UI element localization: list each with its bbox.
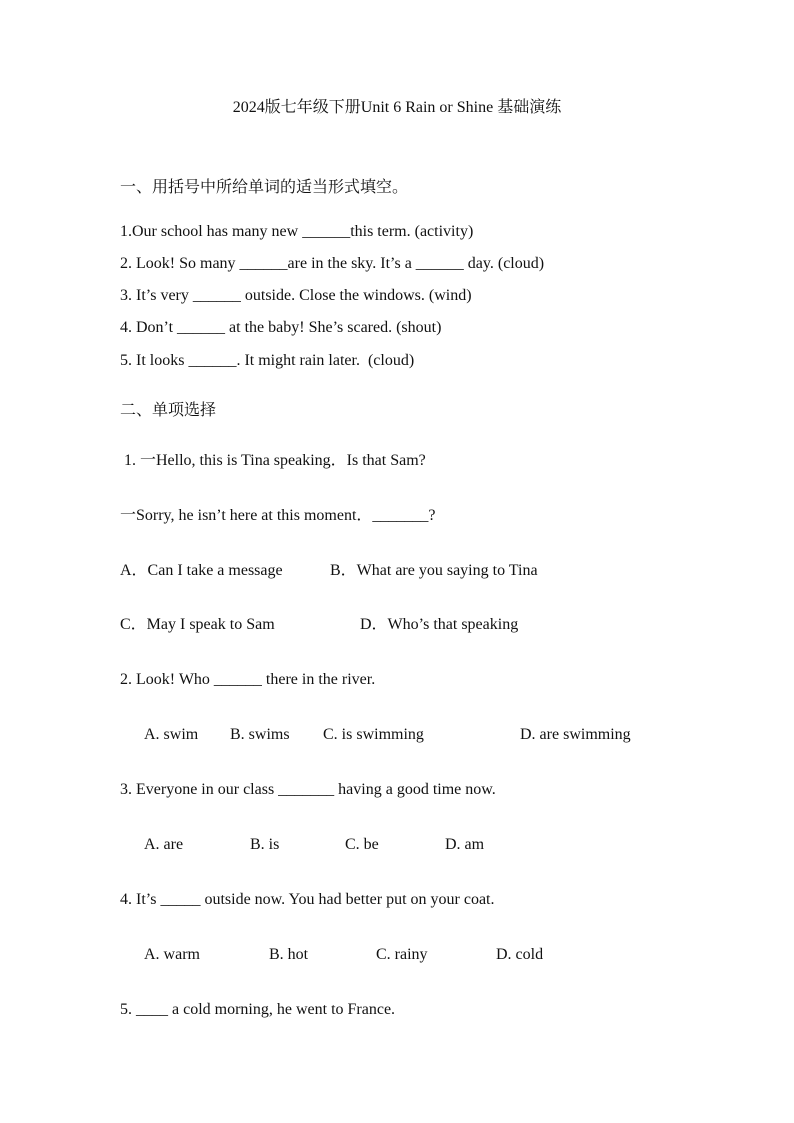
question-4-option-a: A. warm — [144, 946, 200, 963]
question-3-option-a: A. are — [144, 836, 184, 853]
question-2-option-d: D. are swimming — [520, 726, 631, 743]
question-3-stem: 3. Everyone in our class _______ having a good time now. — [120, 781, 496, 798]
question-4-option-b: B. hot — [269, 946, 309, 963]
question-3-option-b: B. is — [250, 836, 280, 853]
fill-in-item-5: 5. It looks ______. It might rain later. (cloud) — [120, 352, 415, 369]
question-2-option-c: C. is swimming — [323, 726, 424, 743]
question-3-option-c: C. be — [345, 836, 379, 853]
question-1-option-d: D．Who’s that speaking — [360, 616, 519, 633]
section-2-heading: 二、单项选择 — [120, 400, 217, 419]
question-2-option-a: A. swim — [144, 726, 199, 743]
fill-in-item-1: 1.Our school has many new ______this term. (activity) — [120, 223, 474, 240]
section-1-heading: 一、用括号中所给单词的适当形式填空。 — [120, 177, 409, 196]
question-1-option-c: C．May I speak to Sam — [120, 616, 275, 633]
question-4-option-c: C. rainy — [376, 946, 428, 963]
question-1-line-1: 1. 一Hello, this is Tina speaking．Is that Sam? — [120, 452, 426, 469]
question-3-option-d: D. am — [445, 836, 485, 853]
question-4-option-d: D. cold — [496, 946, 544, 963]
question-2-stem: 2. Look! Who ______ there in the river. — [120, 671, 376, 688]
question-1-line-2: 一Sorry, he isn’t here at this moment．_______? — [120, 507, 436, 524]
fill-in-item-3: 3. It’s very ______ outside. Close the windows. (wind) — [120, 287, 472, 304]
question-4-stem: 4. It’s _____ outside now. You had better put on your coat. — [120, 891, 495, 908]
question-5-stem: 5. ____ a cold morning, he went to France. — [120, 1001, 396, 1018]
fill-in-item-2: 2. Look! So many ______are in the sky. It’s a ______ day. (cloud) — [120, 255, 545, 272]
fill-in-item-4: 4. Don’t ______ at the baby! She’s scared. (shout) — [120, 319, 442, 336]
page-title: 2024版七年级下册Unit 6 Rain or Shine 基础演练 — [232, 99, 562, 116]
question-1-option-b: B．What are you saying to Tina — [330, 562, 538, 579]
question-1-option-a: A．Can I take a message — [120, 562, 283, 579]
question-2-option-b: B. swims — [230, 726, 290, 743]
